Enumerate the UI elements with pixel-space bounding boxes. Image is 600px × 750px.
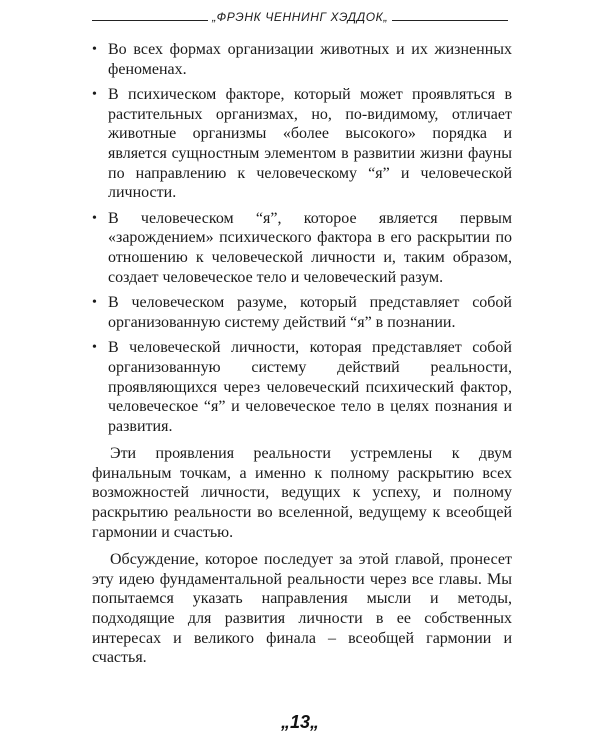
bullet-icon: • — [92, 87, 97, 103]
page-number: „13„ — [280, 712, 320, 732]
running-header — [92, 6, 508, 28]
header-rule-right — [392, 20, 508, 21]
bullet-icon: • — [92, 42, 97, 57]
list-item — [92, 293, 512, 332]
list-item-text: В человеческом разуме, который представляет собой организованную систему действий “я” в познании. — [108, 294, 512, 331]
bullet-icon: • — [92, 210, 97, 226]
list-item-text: Во всех формах организации животных и их жизненных феноменах. — [108, 41, 512, 78]
list-item — [92, 338, 512, 436]
header-rule-left — [92, 20, 208, 21]
body-paragraph: Эти проявления реальности устремлены к двум финальным точкам, а именно к полному раскрытию всех возможностей личности, ведущих к успеху, и полному раскрытию реальности во вселенной, ведущему к всеобщей гармонии и счастью. — [92, 445, 512, 541]
body-paragraph: Обсуждение, которое последует за этой главой, пронесет эту идею фундаментальной реальности через все главы. Мы попытаемся указать направления мысли и методы, подходящие для развития личности в ее собственных интересах и великого финала – всеобщей гармонии и счастья. — [92, 551, 512, 667]
list-item-text: В человеческой личности, которая представляет собой организованную систему действий реальности, проявляющихся через человеческий психический фактор, человеческое “я” и человеческое тело в целях познания и развития. — [108, 339, 512, 435]
list-item-text: В психическом факторе, который может проявляться в растительных организмах, но, по-видимому, отличает животные организмы «более высокого» порядка и является сущностным элементом в развитии жизни фауны по направлению к человеческому “я” и человеческой личности. — [108, 86, 512, 202]
bullet-icon: • — [92, 295, 97, 311]
list-item-text: В человеческом “я”, которое является первым «зарождением» психического фактора в его раскрытии по отношению к человеческой личности и, таким образом, создает человеческое тело и человеческий разум. — [108, 209, 512, 286]
page-body — [92, 40, 512, 668]
bullet-list — [92, 40, 512, 436]
list-item — [92, 40, 512, 79]
bullet-icon: • — [92, 340, 97, 356]
list-item — [92, 209, 512, 287]
running-header-author: „ФРЭНК ЧЕННИНГ ХЭДДОК„ — [212, 10, 388, 24]
list-item — [92, 85, 512, 203]
